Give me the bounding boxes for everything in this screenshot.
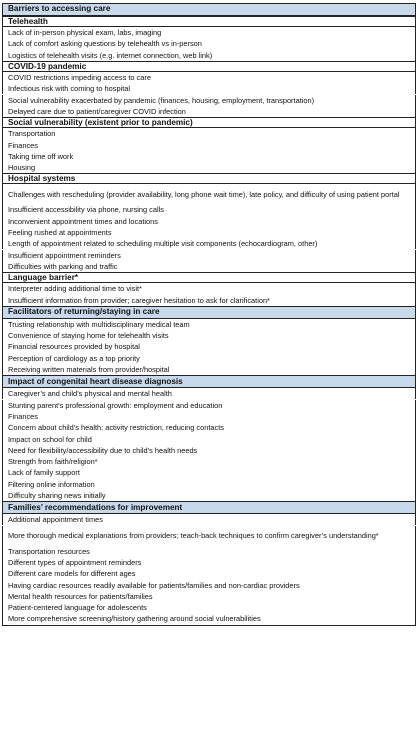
table-row [2, 50, 416, 61]
table-row-text: Lack of in-person physical exam, labs, imaging [8, 28, 162, 38]
table-row [2, 106, 416, 117]
table-row [2, 456, 416, 467]
section-header [2, 3, 416, 16]
subheader [2, 61, 416, 72]
table-row [2, 526, 416, 546]
table-row-text: Challenges with rescheduling (provider availability, long phone wait time), late policy, and difficulty of using patient portal [8, 189, 400, 199]
table-row [2, 227, 416, 238]
section-header [2, 375, 416, 388]
table-row [2, 411, 416, 422]
table-row [2, 151, 416, 162]
table-row [2, 514, 416, 525]
table-row [2, 591, 416, 602]
table-row [2, 294, 416, 305]
table-row [2, 83, 416, 94]
table-row-text: Stunting parent’s professional growth: employment and education [8, 400, 223, 410]
table-row-text: Inconvenient appointment times and locations [8, 216, 158, 226]
table-row-text: Social vulnerability exacerbated by pandemic (finances, housing, employment, transportation) [8, 95, 315, 105]
table-bottom-border [2, 625, 416, 626]
table-row [2, 38, 416, 49]
table-row [2, 445, 416, 456]
table-row [2, 319, 416, 330]
table-row [2, 602, 416, 613]
subheader-text: Telehealth [8, 17, 48, 26]
table-row-text: Lack of comfort asking questions by telehealth vs in-person [8, 39, 202, 49]
table-row [2, 490, 416, 501]
table-row [2, 238, 416, 249]
table-row [2, 341, 416, 352]
section-header-text: Families’ recommendations for improvement [8, 502, 183, 512]
table-row [2, 613, 416, 624]
table-row-text: Delayed care due to patient/caregiver COVID infection [8, 106, 186, 116]
table-row [2, 353, 416, 364]
subheader [2, 173, 416, 184]
table-row [2, 546, 416, 557]
table-row-text: Difficulties with parking and traffic [8, 261, 118, 271]
table-row-text: Convenience of staying home for telehealth visits [8, 331, 169, 341]
table-row-text: Perception of cardiology as a top priority [8, 353, 140, 363]
table-row-text: More thorough medical explanations from providers; teach-back techniques to confirm caregiver’s understanding* [8, 531, 379, 540]
section-header-text: Facilitators of returning/staying in care [8, 307, 160, 317]
table-row-text: Length of appointment related to scheduling multiple visit components (echocardiogram, other) [8, 239, 318, 249]
table-row [2, 283, 416, 294]
table-row [2, 433, 416, 444]
table-row [2, 388, 416, 399]
subheader-text: Language barrier* [8, 273, 79, 283]
table-row [2, 184, 416, 204]
section-header-text: Impact of congenital heart disease diagnosis [8, 376, 183, 386]
table-row-text: Mental health resources for patients/families [8, 591, 153, 601]
table-row [2, 364, 416, 375]
table-row [2, 27, 416, 38]
table-row-text: Difficulty sharing news initially [8, 491, 106, 501]
table-row [2, 72, 416, 83]
table-row-text: More comprehensive screening/history gathering around social vulnerabilities [8, 614, 261, 624]
table-row-text: Insufficient accessibility via phone, nursing calls [8, 205, 164, 215]
table-row [2, 568, 416, 579]
table-row [2, 204, 416, 215]
table-row-text: Logistics of telehealth visits (e.g. internet connection, web link) [8, 50, 213, 60]
table-row [2, 400, 416, 411]
section-header [2, 501, 416, 514]
table-row [2, 422, 416, 433]
table-row-text: Patient-centered language for adolescents [8, 603, 147, 613]
table-row-text: Taking time off work [8, 151, 74, 161]
section-header-text: Barriers to accessing care [8, 4, 111, 14]
subheader-text: COVID-19 pandemic [8, 61, 87, 71]
subheader [2, 117, 416, 128]
subheader [2, 272, 416, 283]
table-row-text: Interpreter adding additional time to visit* [8, 284, 142, 294]
table-row-text: Finances [8, 411, 38, 421]
table-row [2, 261, 416, 272]
table-row [2, 557, 416, 568]
table-row-text: Different care models for different ages [8, 569, 136, 579]
table-row [2, 250, 416, 261]
subheader-text: Hospital systems [8, 174, 76, 184]
table-row [2, 479, 416, 490]
table-row-text: Transportation resources [8, 546, 90, 556]
table-row-text: Housing [8, 163, 36, 173]
table-row-text: Caregiver’s and child’s physical and mental health [8, 389, 172, 399]
table-row-text: Different types of appointment reminders [8, 557, 142, 567]
table-row [2, 467, 416, 478]
table-row-text: Infectious risk with coming to hospital [8, 84, 130, 94]
table-row [2, 95, 416, 106]
table-row-text: Finances [8, 140, 38, 150]
table-row-text: Need for flexibility/accessibility due to child’s health needs [8, 445, 198, 455]
table-row [2, 139, 416, 150]
table-row-text: Lack of family support [8, 468, 80, 478]
table-row-text: COVID restrictions impeding access to care [8, 73, 151, 83]
subheader [2, 16, 416, 27]
table-row-text: Insufficient appointment reminders [8, 250, 121, 260]
table-row-text: Transportation [8, 129, 56, 139]
table-row [2, 216, 416, 227]
subheader-text: Social vulnerability (existent prior to pandemic) [8, 118, 193, 128]
table-row-text: Financial resources provided by hospital [8, 342, 140, 352]
table-row-text: Additional appointment times [8, 515, 103, 525]
table-row-text: Concern about child’s health: activity restriction, reducing contacts [8, 423, 224, 433]
section-header [2, 306, 416, 319]
table-row-text: Filtering online information [8, 479, 95, 489]
table-row-text: Strength from faith/religion* [8, 457, 98, 467]
table-row-text: Trusting relationship with multidisciplinary medical team [8, 319, 190, 329]
table-row [2, 128, 416, 139]
table-row-text: Having cardiac resources readily available for patients/families and non-cardiac providers [8, 580, 300, 590]
table-row-text: Impact on school for child [8, 434, 92, 444]
table-row-text: Feeling rushed at appointments [8, 228, 112, 238]
table-row-text: Receiving written materials from provider/hospital [8, 365, 170, 375]
table-row [2, 162, 416, 173]
table-row [2, 330, 416, 341]
table-row-text: Insufficient information from provider; caregiver hesitation to ask for clarification* [8, 295, 270, 305]
table-row [2, 579, 416, 590]
